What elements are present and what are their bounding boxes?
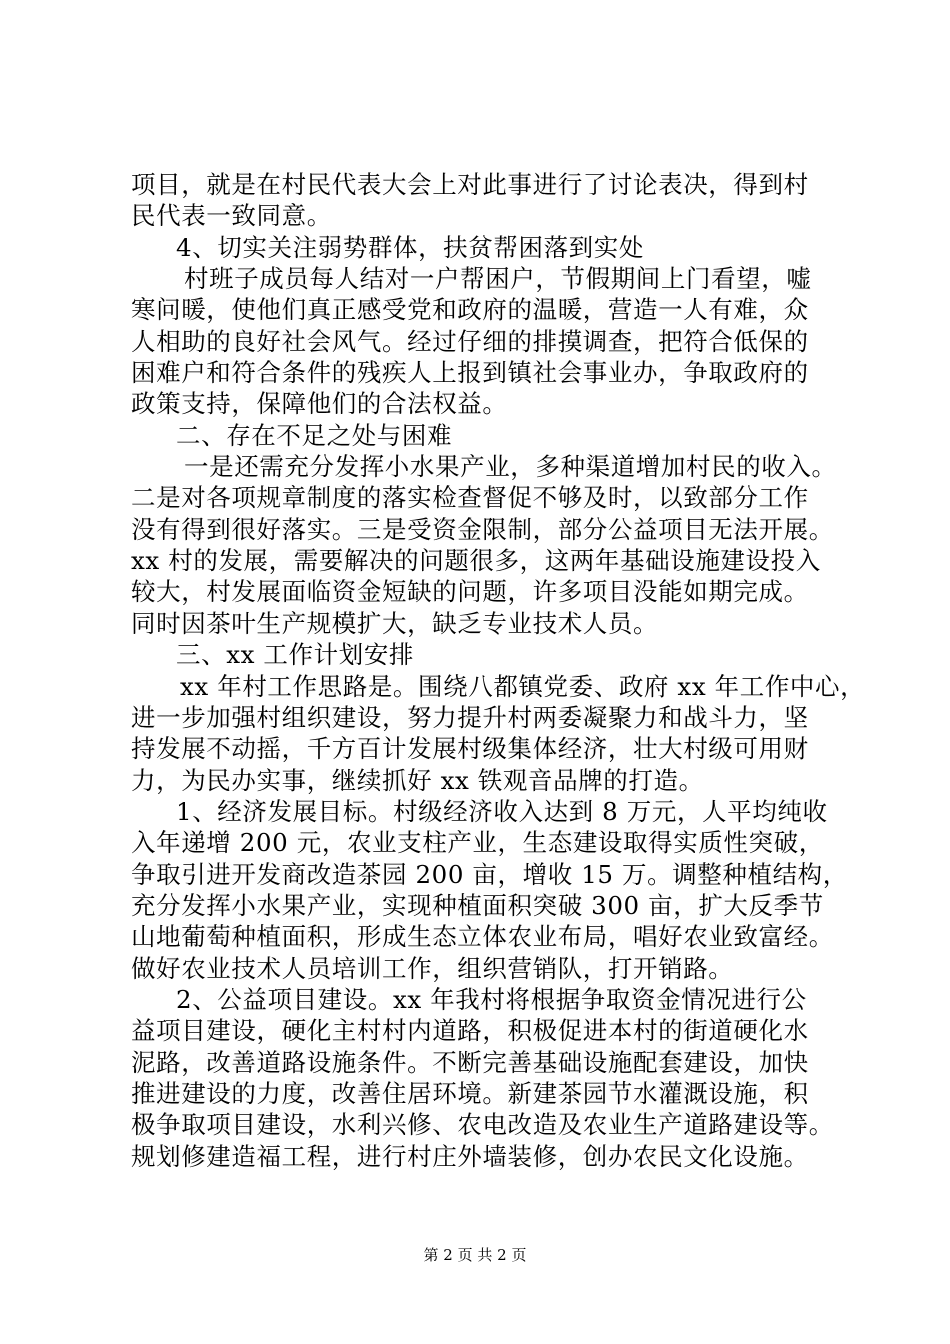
text-line: 三、xx 工作计划安排: [176, 640, 415, 670]
text-line: 二、存在不足之处与困难: [176, 420, 453, 450]
text-line: xx 年村工作思路是。围绕八都镇党委、政府 xx 年工作中心，: [180, 671, 866, 701]
text-line: 益项目建设，硬化主村村内道路，积极促进本村的街道硬化水: [131, 1016, 809, 1046]
text-line: xx 村的发展，需要解决的问题很多，这两年基础设施建设投入: [131, 546, 821, 576]
text-line: 推进建设的力度，改善住居环境。新建茶园节水灌溉设施，积: [131, 1078, 809, 1108]
text-line: 泥路，改善道路设施条件。不断完善基础设施配套建设，加快: [131, 1047, 809, 1077]
text-line: 做好农业技术人员培训工作，组织营销队，打开销路。: [131, 953, 734, 983]
text-line: 1、经济发展目标。村级经济收入达到 8 万元，人平均纯收: [176, 796, 828, 826]
text-line: 二是对各项规章制度的落实检查督促不够及时，以致部分工作: [131, 483, 809, 513]
text-line: 2、公益项目建设。xx 年我村将根据争取资金情况进行公: [176, 984, 807, 1014]
text-line: 进一步加强村组织建设，努力提升村两委凝聚力和战斗力，坚: [131, 702, 809, 732]
text-line: 极争取项目建设，水利兴修、农电改造及农业生产道路建设等。: [131, 1110, 834, 1140]
text-line: 入年递增 200 元，农业支柱产业，生态建设取得实质性突破，: [131, 828, 824, 858]
text-line: 规划修建造福工程，进行村庄外墙装修，创办农民文化设施。: [131, 1141, 809, 1171]
text-line: 力，为民办实事，继续抓好 xx 铁观音品牌的打造。: [131, 765, 704, 795]
text-line: 争取引进开发商改造茶园 200 亩，增收 15 万。调整种植结构，: [131, 859, 848, 889]
text-line: 项目，就是在村民代表大会上对此事进行了讨论表决，得到村: [131, 170, 809, 199]
text-line: 较大，村发展面临资金短缺的问题，许多项目没能如期完成。: [131, 577, 809, 607]
text-line: 人相助的良好社会风气。经过仔细的排摸调查，把符合低保的: [131, 326, 809, 356]
text-line: 民代表一致同意。: [131, 201, 332, 231]
text-line: 同时因茶叶生产规模扩大，缺乏专业技术人员。: [131, 608, 659, 638]
document-body: [131, 169, 866, 1172]
page-footer: 第 2 页 共 2 页: [423, 1246, 527, 1264]
text-line: 村班子成员每人结对一户帮困户，节假期间上门看望，嘘: [184, 264, 812, 294]
text-line: 政策支持，保障他们的合法权益。: [131, 389, 508, 419]
text-line: 寒问暖，使他们真正感受党和政府的温暖，营造一人有难，众: [131, 295, 809, 325]
text-line: 困难户和符合条件的残疾人上报到镇社会事业办，争取政府的: [131, 358, 809, 388]
text-line: 一是还需充分发挥小水果产业，多种渠道增加村民的收入。: [184, 452, 837, 482]
text-line: 山地葡萄种植面积，形成生态立体农业布局，唱好农业致富经。: [131, 922, 834, 952]
text-line: 没有得到很好落实。三是受资金限制，部分公益项目无法开展。: [131, 514, 834, 544]
text-line: 充分发挥小水果产业，实现种植面积突破 300 亩，扩大反季节: [131, 890, 824, 920]
text-line: 4、切实关注弱势群体，扶贫帮困落到实处: [176, 232, 644, 262]
text-line: 持发展不动摇，千方百计发展村级集体经济，壮大村级可用财: [131, 734, 809, 764]
